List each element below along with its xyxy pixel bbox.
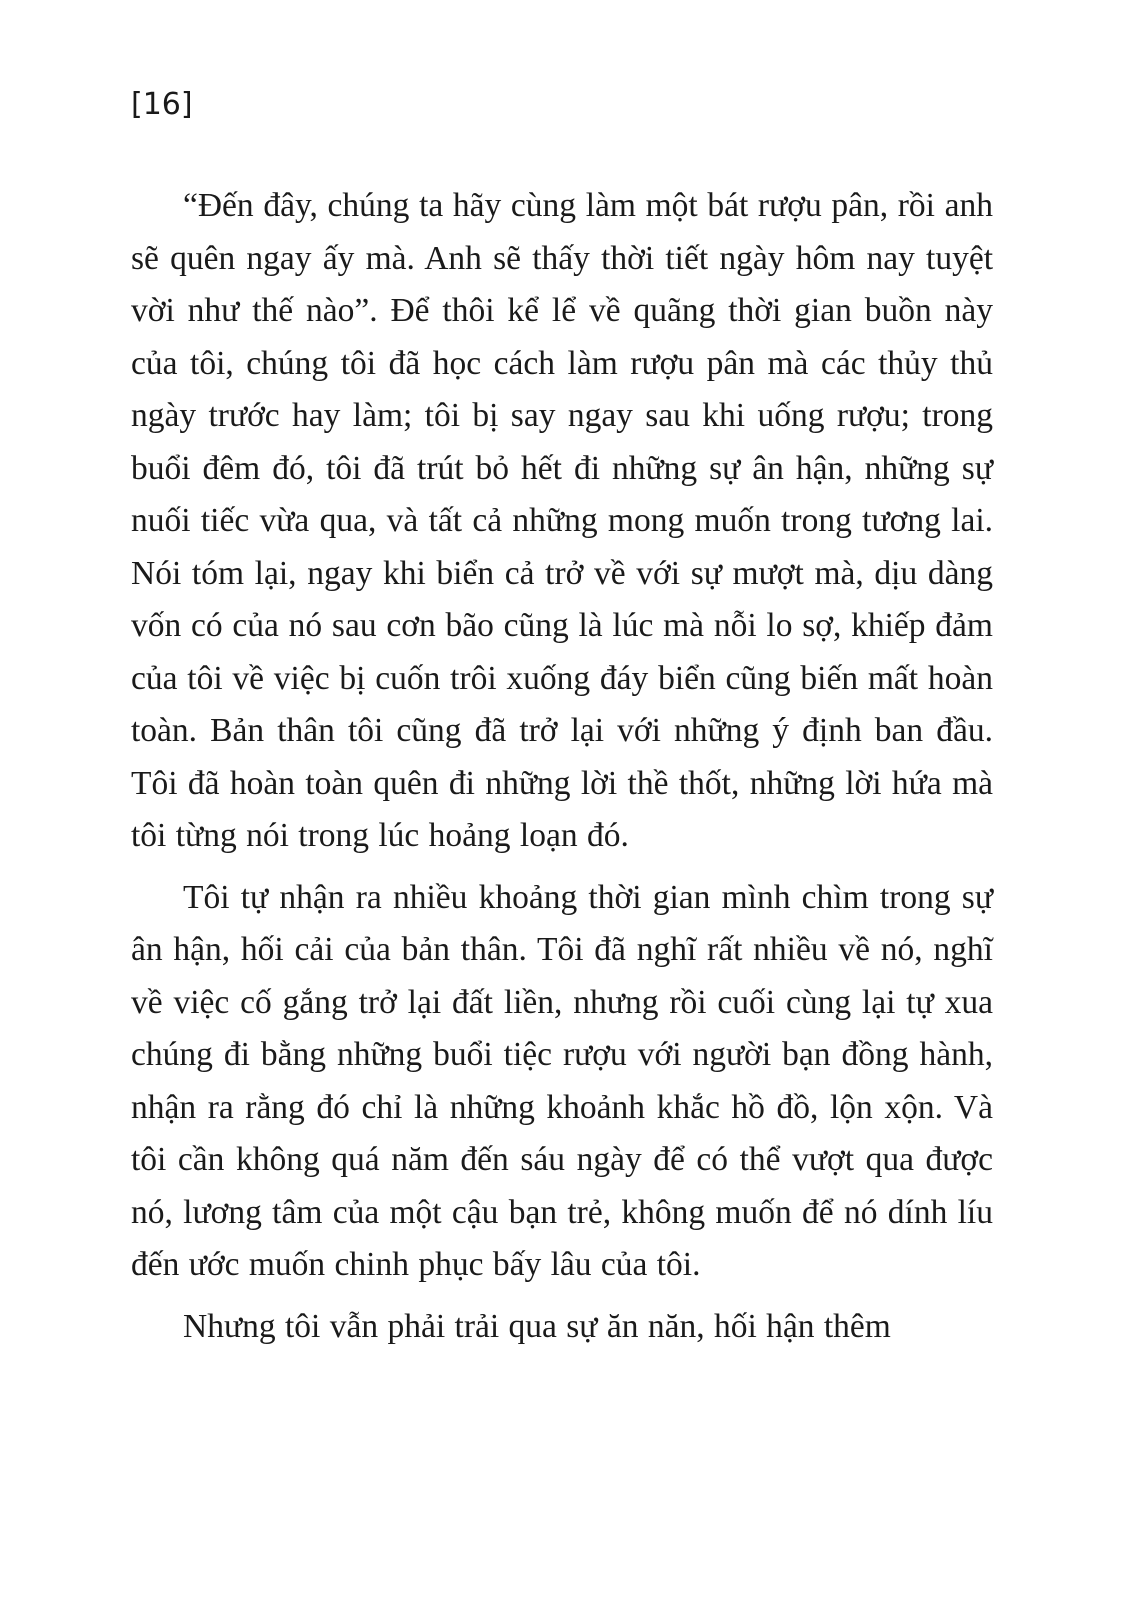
paragraph-3: Nhưng tôi vẫn phải trải qua sự ăn năn, hối hận thêm <box>183 1307 891 1345</box>
paragraph-2: Tôi tự nhận ra nhiều khoảng thời gian mình chìm trong sự ân hận, hối cải của bản thân. Tôi đã nghĩ rất nhiều về nó, nghĩ về việc cố gắng trở lại đất liền, nhưng rồi cuối cùng lại tự xua chúng đi bằng những buổi tiệc rượu với người bạn đồng hành, nhận ra rằng đó chỉ là những khoảnh khắc hồ đồ, lộn xộn. Và tôi cần không quá năm đến sáu ngày để có thể vượt qua được nó, lương tâm của một cậu bạn trẻ, không muốn để nó dính líu đến ước muốn chinh phục bấy lâu của tôi. <box>131 878 993 1283</box>
body-text <box>131 180 993 1353</box>
paragraph-1: “Đến đây, chúng ta hãy cùng làm một bát rượu pân, rồi anh sẽ quên ngay ấy mà. Anh sẽ thấy thời tiết ngày hôm nay tuyệt vời như thế nào”. Để thôi kể lể về quãng thời gian buồn này của tôi, chúng tôi đã học cách làm rượu pân mà các thủy thủ ngày trước hay làm; tôi bị say ngay sau khi uống rượu; trong buổi đêm đó, tôi đã trút bỏ hết đi những sự ân hận, những sự nuối tiếc vừa qua, và tất cả những mong muốn trong tương lai. Nói tóm lại, ngay khi biển cả trở về với sự mượt mà, dịu dàng vốn có của nó sau cơn bão cũng là lúc mà nỗi lo sợ, khiếp đảm của tôi về việc bị cuốn trôi xuống đáy biển cũng biến mất hoàn toàn. Bản thân tôi cũng đã trở lại với những ý định ban đầu. Tôi đã hoàn toàn quên đi những lời thề thốt, những lời hứa mà tôi từng nói trong lúc hoảng loạn đó. <box>131 187 993 854</box>
page-number: [16] <box>131 87 193 122</box>
